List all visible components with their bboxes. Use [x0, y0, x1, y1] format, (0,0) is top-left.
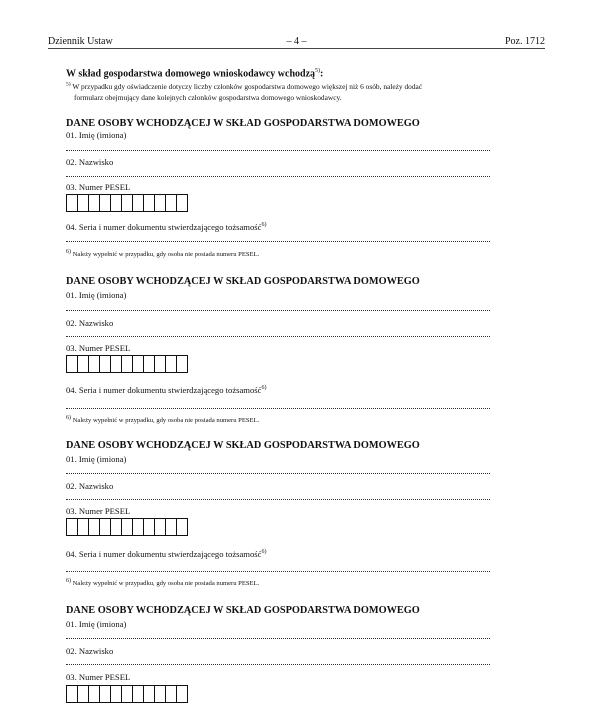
page-number: – 4 –	[286, 36, 307, 47]
pesel-digit-box[interactable]	[143, 685, 154, 703]
pesel-digit-box[interactable]	[121, 685, 132, 703]
pesel-footnote	[66, 578, 259, 587]
id-document-label	[66, 385, 266, 395]
pesel-input-boxes[interactable]	[66, 518, 188, 536]
pesel-digit-box[interactable]	[143, 194, 154, 212]
surname-field[interactable]	[66, 176, 490, 177]
intro-title-text: W skład gospodarstwa domowego wnioskodawcy wchodzą	[66, 68, 316, 80]
surname-label: 02. Nazwisko	[66, 646, 114, 656]
id-document-label-text: 04. Seria i numer dokumentu stwierdzającego tożsamość	[66, 222, 262, 232]
pesel-digit-box[interactable]	[110, 194, 121, 212]
first-name-label: 01. Imię (imiona)	[66, 290, 127, 300]
intro-note-line2: formularz obejmujący dane kolejnych członków gospodarstwa domowego wnioskodawcy.	[74, 93, 342, 103]
pesel-digit-box[interactable]	[132, 194, 143, 212]
id-document-field[interactable]	[66, 571, 490, 572]
first-name-field[interactable]	[66, 473, 490, 474]
pesel-digit-box[interactable]	[99, 518, 110, 536]
surname-label: 02. Nazwisko	[66, 318, 114, 328]
pesel-digit-box[interactable]	[77, 194, 88, 212]
footnote-sup: 6)	[66, 415, 71, 421]
pesel-digit-box[interactable]	[165, 518, 176, 536]
first-name-field[interactable]	[66, 310, 490, 311]
pesel-digit-box[interactable]	[121, 194, 132, 212]
intro-title-sup: 5)	[315, 68, 321, 74]
pesel-digit-box[interactable]	[99, 685, 110, 703]
id-document-sup: 6)	[261, 549, 267, 556]
pesel-digit-box[interactable]	[110, 685, 121, 703]
pesel-digit-box[interactable]	[121, 518, 132, 536]
id-document-sup: 6)	[261, 385, 267, 392]
pesel-digit-box[interactable]	[66, 355, 77, 373]
intro-title: W skład gospodarstwa domowego wnioskodawcy wchodzą$^{5)}$:	[66, 68, 324, 80]
first-name-label: 01. Imię (imiona)	[66, 454, 127, 464]
id-document-label-text: 04. Seria i numer dokumentu stwierdzającego tożsamość	[66, 385, 262, 395]
pesel-digit-box[interactable]	[154, 194, 165, 212]
id-document-sup: 6)	[261, 222, 267, 229]
pesel-digit-box[interactable]	[88, 355, 99, 373]
pesel-digit-box[interactable]	[143, 355, 154, 373]
pesel-digit-box[interactable]	[66, 518, 77, 536]
pesel-digit-box[interactable]	[88, 685, 99, 703]
intro-footnote	[66, 80, 506, 103]
pesel-digit-box[interactable]	[110, 518, 121, 536]
pesel-input-boxes[interactable]	[66, 194, 188, 212]
pesel-digit-box[interactable]	[99, 355, 110, 373]
id-document-field[interactable]	[66, 408, 490, 409]
pesel-digit-box[interactable]	[165, 194, 176, 212]
pesel-label: 03. Numer PESEL	[66, 182, 131, 192]
pesel-label: 03. Numer PESEL	[66, 343, 131, 353]
footnote-text: Należy wypełnić w przypadku, gdy osoba nie posiada numeru PESEL.	[72, 417, 260, 425]
pesel-digit-box[interactable]	[77, 685, 88, 703]
position-number: Poz. 1712	[505, 36, 545, 47]
pesel-digit-box[interactable]	[154, 355, 165, 373]
pesel-input-boxes[interactable]	[66, 685, 188, 703]
footnote-sup: 6)	[66, 249, 71, 255]
pesel-digit-box[interactable]	[176, 685, 188, 703]
intro-note-sup: 5)	[66, 82, 71, 88]
surname-label: 02. Nazwisko	[66, 481, 114, 491]
pesel-digit-box[interactable]	[165, 685, 176, 703]
section-title: DANE OSOBY WCHODZĄCEJ W SKŁAD GOSPODARSTWA DOMOWEGO	[66, 440, 420, 451]
id-document-label	[66, 222, 266, 232]
section-title: DANE OSOBY WCHODZĄCEJ W SKŁAD GOSPODARSTWA DOMOWEGO	[66, 118, 420, 129]
surname-field[interactable]	[66, 499, 490, 500]
pesel-input-boxes[interactable]	[66, 355, 188, 373]
id-document-label	[66, 549, 266, 559]
pesel-digit-box[interactable]	[110, 355, 121, 373]
pesel-footnote	[66, 249, 259, 258]
pesel-digit-box[interactable]	[154, 518, 165, 536]
pesel-label: 03. Numer PESEL	[66, 506, 131, 516]
first-name-field[interactable]	[66, 150, 490, 151]
footnote-text: Należy wypełnić w przypadku, gdy osoba nie posiada numeru PESEL.	[72, 580, 260, 588]
pesel-label: 03. Numer PESEL	[66, 672, 131, 682]
pesel-digit-box[interactable]	[66, 685, 77, 703]
pesel-digit-box[interactable]	[99, 194, 110, 212]
surname-field[interactable]	[66, 336, 490, 337]
pesel-digit-box[interactable]	[132, 685, 143, 703]
pesel-digit-box[interactable]	[132, 518, 143, 536]
journal-name: Dziennik Ustaw	[48, 36, 113, 47]
pesel-digit-box[interactable]	[88, 194, 99, 212]
pesel-digit-box[interactable]	[176, 355, 188, 373]
pesel-digit-box[interactable]	[77, 355, 88, 373]
footnote-sup: 6)	[66, 578, 71, 584]
pesel-digit-box[interactable]	[176, 194, 188, 212]
pesel-footnote	[66, 415, 259, 424]
pesel-digit-box[interactable]	[77, 518, 88, 536]
header-divider	[48, 48, 545, 49]
first-name-label: 01. Imię (imiona)	[66, 130, 127, 140]
surname-label: 02. Nazwisko	[66, 157, 114, 167]
pesel-digit-box[interactable]	[88, 518, 99, 536]
surname-field[interactable]	[66, 664, 490, 665]
pesel-digit-box[interactable]	[165, 355, 176, 373]
id-document-label-text: 04. Seria i numer dokumentu stwierdzającego tożsamość	[66, 549, 262, 559]
pesel-digit-box[interactable]	[143, 518, 154, 536]
footnote-text: Należy wypełnić w przypadku, gdy osoba nie posiada numeru PESEL.	[72, 251, 260, 259]
first-name-field[interactable]	[66, 638, 490, 639]
pesel-digit-box[interactable]	[121, 355, 132, 373]
pesel-digit-box[interactable]	[66, 194, 77, 212]
pesel-digit-box[interactable]	[154, 685, 165, 703]
first-name-label: 01. Imię (imiona)	[66, 619, 127, 629]
id-document-field[interactable]	[66, 241, 490, 242]
pesel-digit-box[interactable]	[176, 518, 188, 536]
intro-note-line1: W przypadku gdy oświadczenie dotyczy liczby członków gospodarstwa domowego większej niż 6 osób, należy dodać	[72, 82, 423, 92]
section-title: DANE OSOBY WCHODZĄCEJ W SKŁAD GOSPODARSTWA DOMOWEGO	[66, 605, 420, 616]
pesel-digit-box[interactable]	[132, 355, 143, 373]
section-title: DANE OSOBY WCHODZĄCEJ W SKŁAD GOSPODARSTWA DOMOWEGO	[66, 276, 420, 287]
